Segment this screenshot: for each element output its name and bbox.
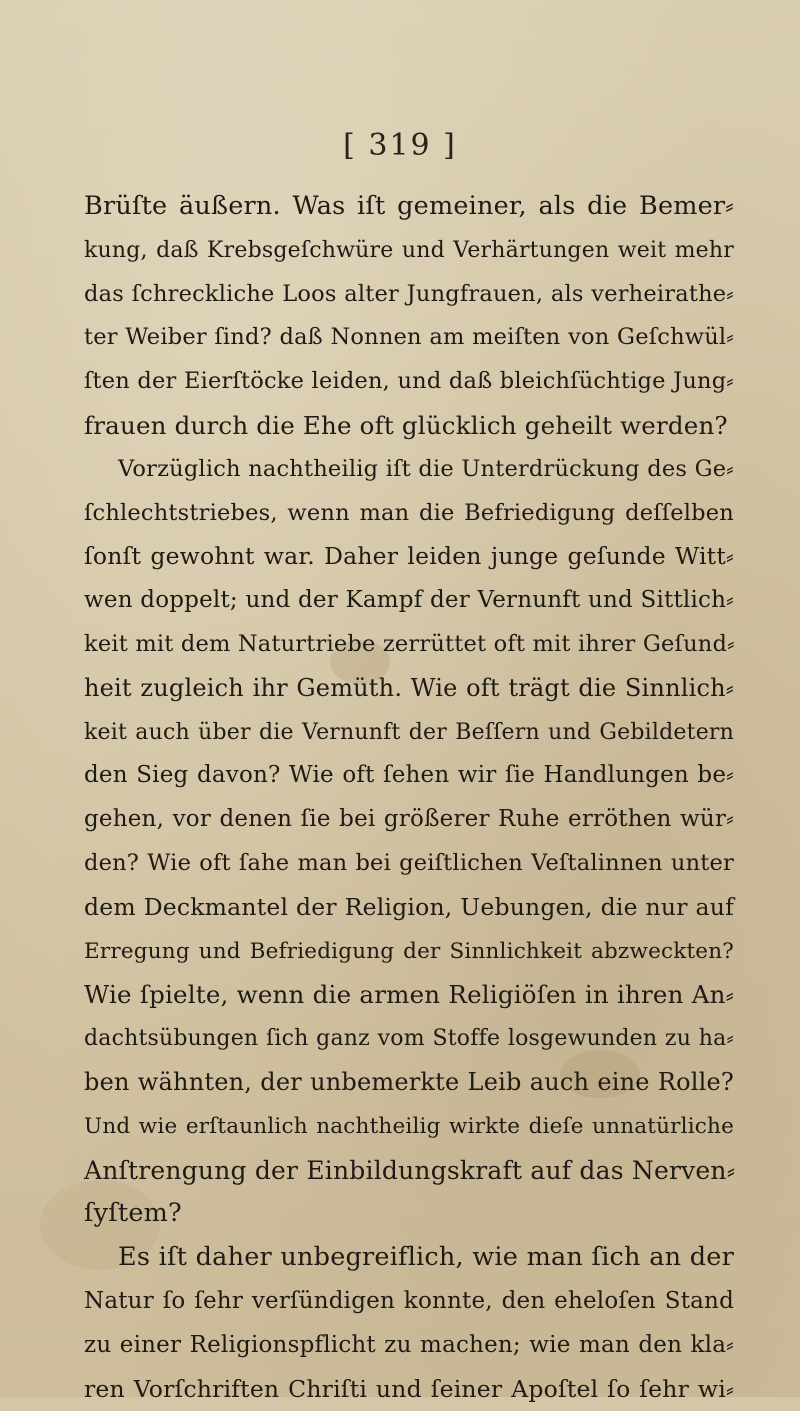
text-line: frauen durch die Ehe oft glücklich geheilt werden? [84,410,728,440]
text-line: ſonſt gewohnt war. Daher leiden junge geſunde Witt⸗ [84,542,734,571]
page-number: [ 319 ] [343,128,457,163]
text-line: keit mit dem Naturtriebe zerrüttet oft mit ihrer Geſund⸗ [84,630,735,657]
text-line: wen doppelt; und der Kampf der Vernunft und Sittlich⸗ [84,587,734,614]
body-text [84,185,734,1411]
text-line: den Sieg davon? Wie oft ſehen wir ſie Handlungen be⸗ [84,762,734,789]
text-line: dachtsübungen ſich ganz vom Stoffe losgewunden zu ha⸗ [84,1026,734,1052]
text-line: den? Wie oft ſahe man bei geiſtlichen Veſtalinnen unter [84,849,734,876]
text-line: Anſtrengung der Einbildungskraft auf das Nerven⸗ [84,1155,736,1185]
text-line: ſyſtem? [84,1198,182,1229]
text-line: heit zugleich ihr Gemüth. Wie oft trägt die Sinnlich⸗ [84,673,734,702]
text-line: ſten der Eierſtöcke leiden, und daß bleichſüchtige Jung⸗ [84,368,734,395]
text-line: Wie ſpielte, wenn die armen Religiöſen in ihren An⸗ [84,980,734,1010]
text-line: Erregung und Befriedigung der Sinnlichkeit abzweckten? [84,938,734,964]
text-line: dem Deckmantel der Religion, Uebungen, die nur auf [84,892,734,921]
text-line: Es iſt daher unbegreiflich, wie man ſich an der [118,1242,734,1273]
text-line: Brüſte äußern. Was iſt gemeiner, als die Bemer⸗ [84,191,734,221]
text-line: zu einer Religionspflicht zu machen; wie man den kla⸗ [84,1331,734,1358]
text-line: gehen, vor denen ſie bei größerer Ruhe erröthen wür⸗ [84,806,734,833]
text-line: kung, daß Krebsgeſchwüre und Verhärtungen weit mehr [84,237,734,263]
text-line: ter Weiber ſind? daß Nonnen am meiſten von Geſchwül⸗ [84,324,734,351]
text-line: ben wähnten, der unbemerkte Leib auch eine Rolle? [84,1067,734,1096]
text-line: Und wie erſtaunlich nachtheilig wirkte dieſe unnatürliche [84,1113,734,1139]
text-line: Vorzüglich nachtheilig iſt die Unterdrückung des Ge⸗ [118,455,734,482]
text-line: Natur ſo ſehr verſündigen konnte, den eheloſen Stand [84,1287,734,1314]
text-line: ren Vorſchriften Chriſti und ſeiner Apoſtel ſo ſehr wi⸗ [84,1374,734,1403]
text-line: keit auch über die Vernunft der Beſſern und Gebildetern [84,719,734,745]
text-line: ſchlechtstriebes, wenn man die Befriedigung deſſelben [84,499,734,526]
text-line: das ſchreckliche Loos alter Jungfrauen, als verheirathe⸗ [84,280,734,307]
